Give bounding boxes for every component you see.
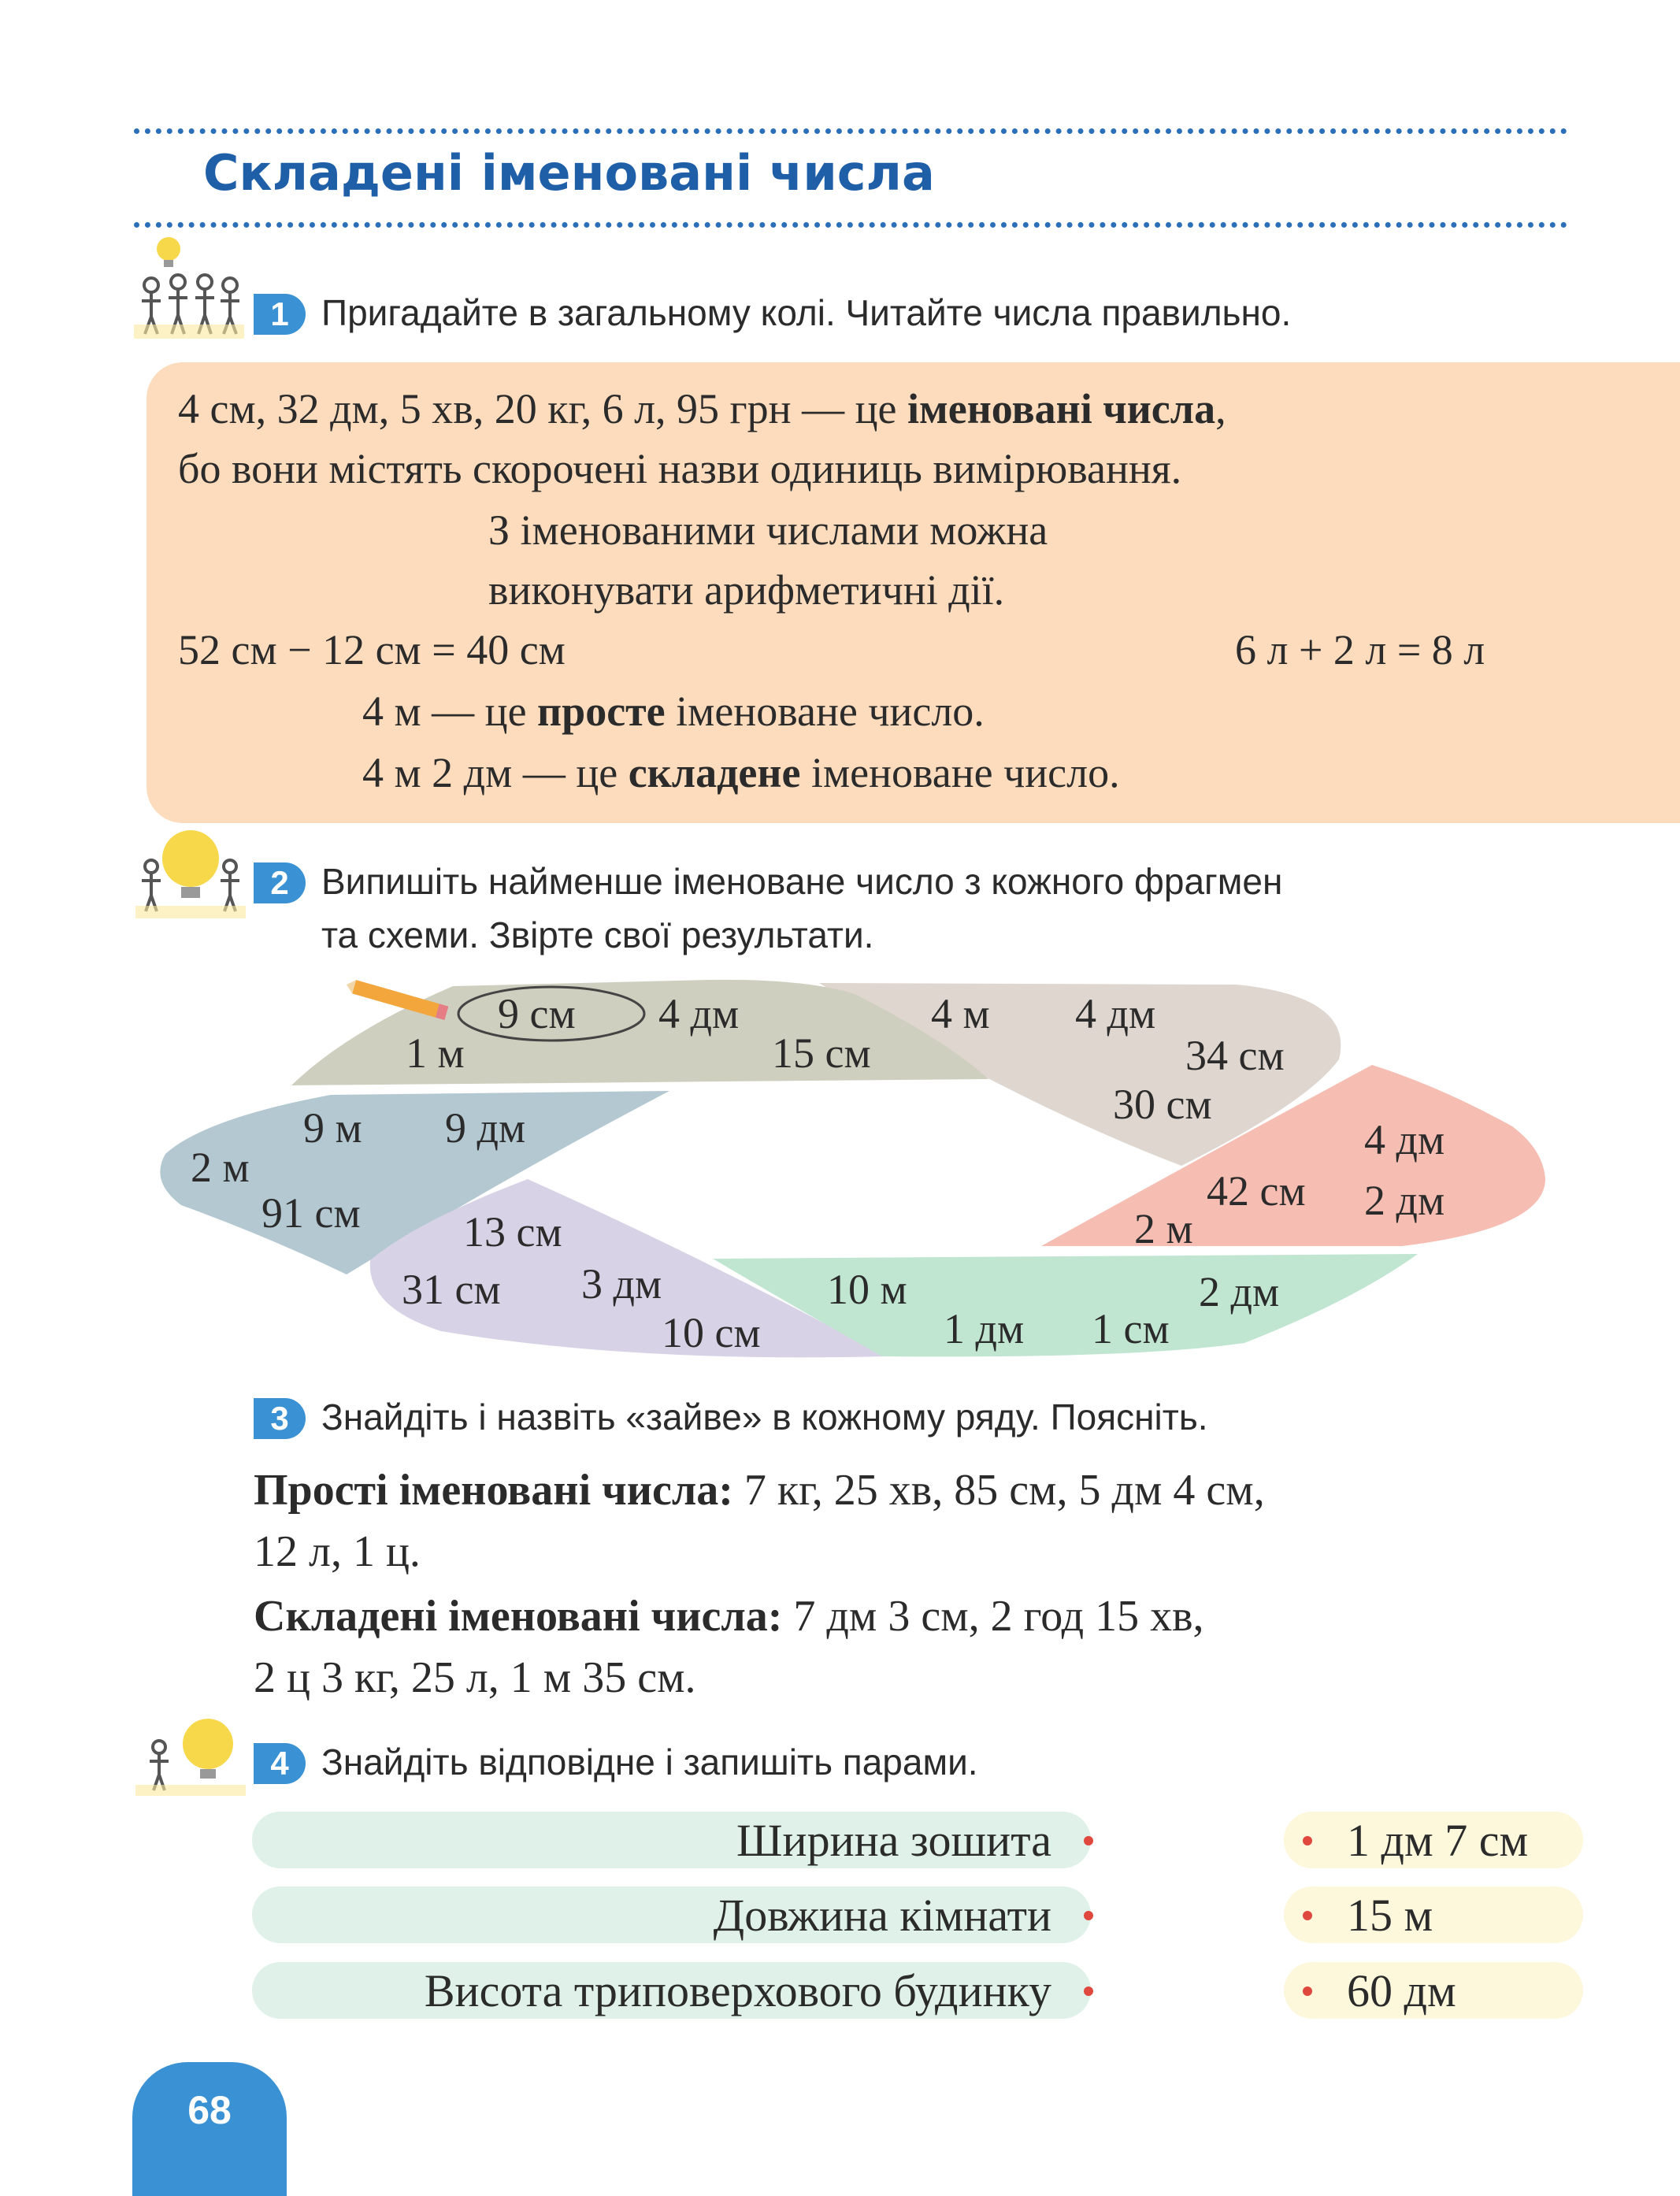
rule-term-named-numbers: іменовані числа (907, 385, 1216, 432)
task-4-instruction: Знайдіть відповідне і запишіть парами. (321, 1742, 978, 1782)
simple-numbers-row-cont: 12 л, 1 ц. (254, 1527, 421, 1576)
scheme-value: 91 см (261, 1189, 361, 1237)
match-dot[interactable] (1303, 1836, 1312, 1845)
scheme-value: 2 м (1134, 1205, 1193, 1252)
task-number-badge: 2 (254, 862, 306, 903)
match-dot[interactable] (1303, 1986, 1312, 1996)
match-right-pill (1284, 1886, 1583, 1943)
compound-numbers-label: Складені іменовані числа: (254, 1592, 783, 1641)
scheme-value: 9 дм (445, 1104, 526, 1152)
task-2-instruction-line-1: Випишіть найменше іменоване число з кожного фрагмен (321, 861, 1283, 902)
match-left-item: Довжина кімнати (713, 1890, 1051, 1941)
simple-numbers-label: Прості іменовані числа: (254, 1466, 733, 1515)
simple-definition: 4 м — це просте іменоване число. (362, 688, 985, 735)
scheme-value: 9 м (303, 1104, 362, 1152)
scheme-value: 1 см (1092, 1305, 1170, 1352)
task-number-badge: 4 (254, 1743, 306, 1784)
example-left: 52 см − 12 см = 40 см (178, 626, 566, 673)
scheme-value: 1 дм (944, 1305, 1025, 1352)
rule-line-2: бо вони містять скорочені назви одиниць вимірювання. (178, 445, 1182, 492)
match-dot[interactable] (1084, 1911, 1093, 1920)
task-3-instruction: Знайдіть і назвіть «зайве» в кожному ряду. Поясніть. (321, 1397, 1208, 1437)
match-right-item: 1 дм 7 см (1347, 1815, 1529, 1866)
scheme-value: 2 дм (1199, 1268, 1280, 1315)
people-with-lightbulb-icon (135, 818, 246, 920)
match-left-item: Висота триповерхового будинку (424, 1965, 1051, 2016)
scheme-value: 13 см (463, 1208, 562, 1256)
top-dotted-rule (134, 128, 1567, 134)
rule-line-4: виконувати арифметичні дії. (488, 566, 1005, 614)
scheme-value: 9 см (498, 990, 576, 1037)
match-right-item: 60 дм (1347, 1965, 1456, 2016)
scheme-value: 2 дм (1364, 1177, 1445, 1224)
scheme-value: 4 м (931, 990, 990, 1037)
page-number: 68 (187, 2088, 232, 2132)
scheme-value: 15 см (772, 1029, 871, 1077)
compound-numbers-row-cont: 2 ц 3 кг, 25 л, 1 м 35 см. (254, 1653, 696, 1702)
rule-box (146, 362, 1680, 823)
scheme-value: 4 дм (1075, 990, 1156, 1037)
scheme-value: 1 м (406, 1029, 465, 1077)
group-of-people-lightbulb-icon (134, 230, 244, 340)
bottom-dotted-rule (134, 222, 1567, 228)
compound-numbers-row: Складені іменовані числа: 7 дм 3 см, 2 год 15 хв, (254, 1592, 1204, 1641)
compound-definition: 4 м 2 дм — це складене іменоване число. (362, 749, 1120, 796)
match-dot[interactable] (1084, 1986, 1093, 1996)
fragment-scheme (0, 969, 1680, 1378)
scheme-value: 3 дм (581, 1260, 662, 1308)
scheme-value: 30 см (1113, 1081, 1212, 1128)
simple-numbers-row: Прості іменовані числа: 7 кг, 25 хв, 85 см, 5 дм 4 см, (254, 1466, 1265, 1515)
match-left-item: Ширина зошита (736, 1815, 1051, 1866)
rule-line-3: З іменованими числами можна (488, 506, 1048, 554)
match-right-item: 15 м (1347, 1890, 1433, 1941)
scheme-value: 42 см (1207, 1167, 1306, 1215)
scheme-value: 31 см (402, 1266, 501, 1313)
scheme-value: 2 м (191, 1144, 250, 1191)
scheme-value: 10 см (662, 1309, 761, 1356)
match-dot[interactable] (1084, 1836, 1093, 1845)
page-title: Складені іменовані числа (203, 144, 935, 202)
task-1-instruction: Пригадайте в загальному колі. Читайте числа правильно. (321, 292, 1292, 333)
scheme-value: 4 дм (658, 990, 740, 1037)
task-number-badge: 1 (254, 294, 306, 335)
person-with-lightbulb-icon (135, 1711, 246, 1797)
task-number-badge: 3 (254, 1398, 306, 1439)
scheme-value: 4 дм (1364, 1116, 1445, 1163)
rule-line-1: 4 см, 32 дм, 5 хв, 20 кг, 6 л, 95 грн — це іменовані числа, (178, 385, 1226, 432)
match-dot[interactable] (1303, 1911, 1312, 1920)
example-right: 6 л + 2 л = 8 л (1235, 626, 1485, 673)
scheme-value: 10 м (827, 1266, 907, 1313)
task-2-instruction-line-2: та схеми. Звірте свої результати. (321, 914, 874, 955)
scheme-value: 34 см (1185, 1032, 1285, 1079)
